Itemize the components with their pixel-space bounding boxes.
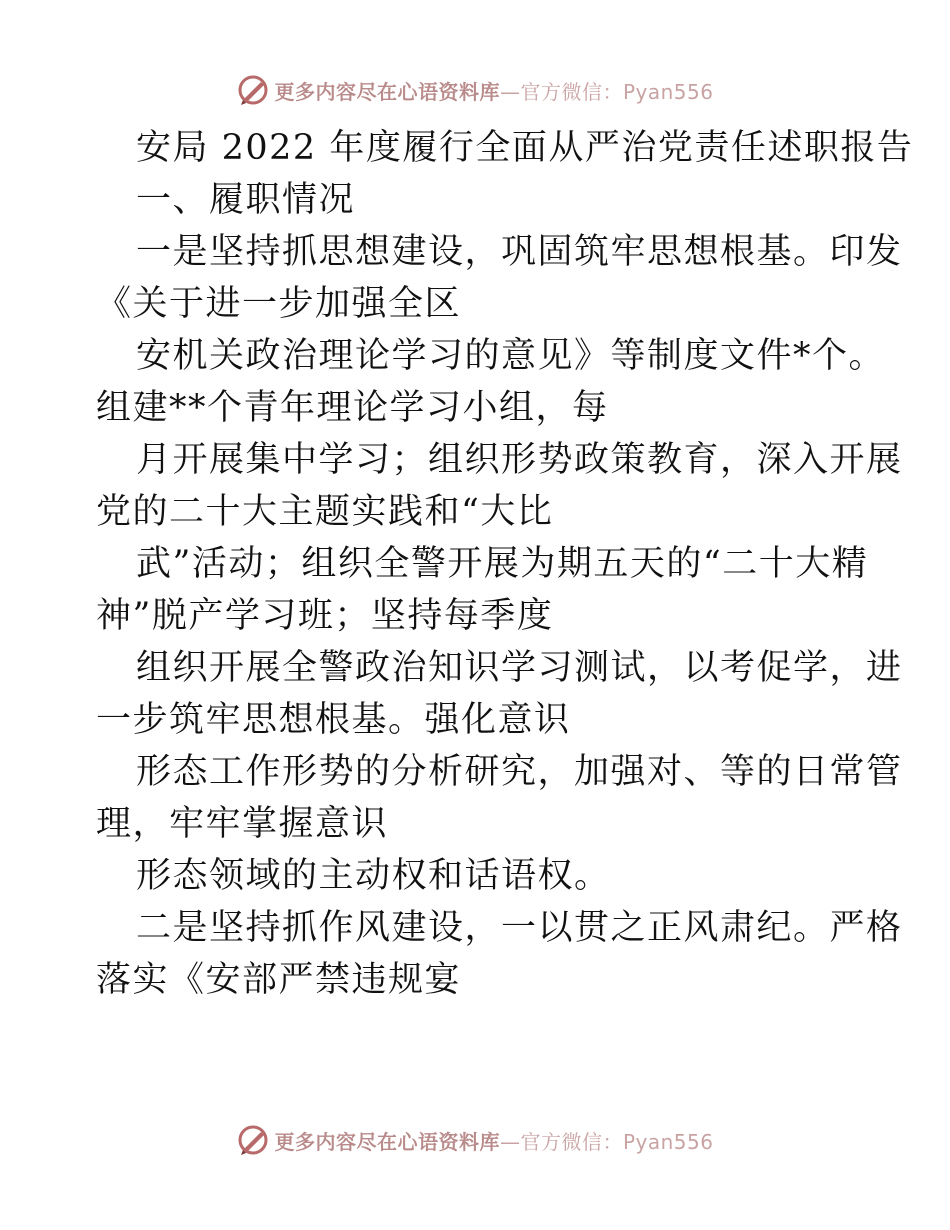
header-watermark	[0, 70, 950, 110]
paragraph-line: 《关于进一步加强全区	[96, 284, 462, 324]
footer-contact: 官方微信：Pyan556	[520, 1129, 714, 1154]
paragraph-line: 一、履职情况	[136, 180, 356, 220]
paragraph-line: 安局 2022 年度履行全面从严治党责任述职报告	[136, 128, 914, 168]
paragraph-line: 安机关政治理论学习的意见》等制度文件*个。	[136, 336, 886, 376]
paragraph-line: 一是坚持抓思想建设，巩固筑牢思想根基。印发	[136, 232, 903, 272]
paragraph-line: 形态领域的主动权和话语权。	[136, 856, 611, 896]
paragraph-line: 一步筑牢思想根基。强化意识	[96, 700, 571, 740]
pen-logo-icon	[236, 73, 270, 107]
paragraph-line: 党的二十大主题实践和“大比	[96, 492, 554, 532]
paragraph-line: 神”脱产学习班；坚持每季度	[96, 596, 554, 636]
header-separator: —	[499, 79, 521, 104]
paragraph-line: 理，牢牢掌握意识	[96, 804, 389, 844]
paragraph-line: 落实《安部严禁违规宴	[96, 960, 462, 1000]
paragraph-line: 武”活动；组织全警开展为期五天的“二十大精	[136, 544, 869, 584]
pen-logo-icon	[236, 1123, 270, 1157]
document-body	[96, 122, 914, 1006]
paragraph-line: 组建**个青年理论学习小组，每	[96, 388, 609, 428]
paragraph-line: 月开展集中学习；组织形势政策教育，深入开展	[136, 440, 903, 480]
header-brand: 更多内容尽在心语资料库	[274, 79, 500, 104]
paragraph-line: 形态工作形势的分析研究，加强对、等的日常管	[136, 752, 903, 792]
footer-separator: —	[499, 1129, 521, 1154]
footer-watermark	[0, 1120, 950, 1160]
footer-brand: 更多内容尽在心语资料库	[274, 1129, 500, 1154]
paragraph-line: 二是坚持抓作风建设，一以贯之正风肃纪。严格	[136, 908, 903, 948]
paragraph-line: 组织开展全警政治知识学习测试，以考促学，进	[136, 648, 903, 688]
header-contact: 官方微信：Pyan556	[520, 79, 714, 104]
